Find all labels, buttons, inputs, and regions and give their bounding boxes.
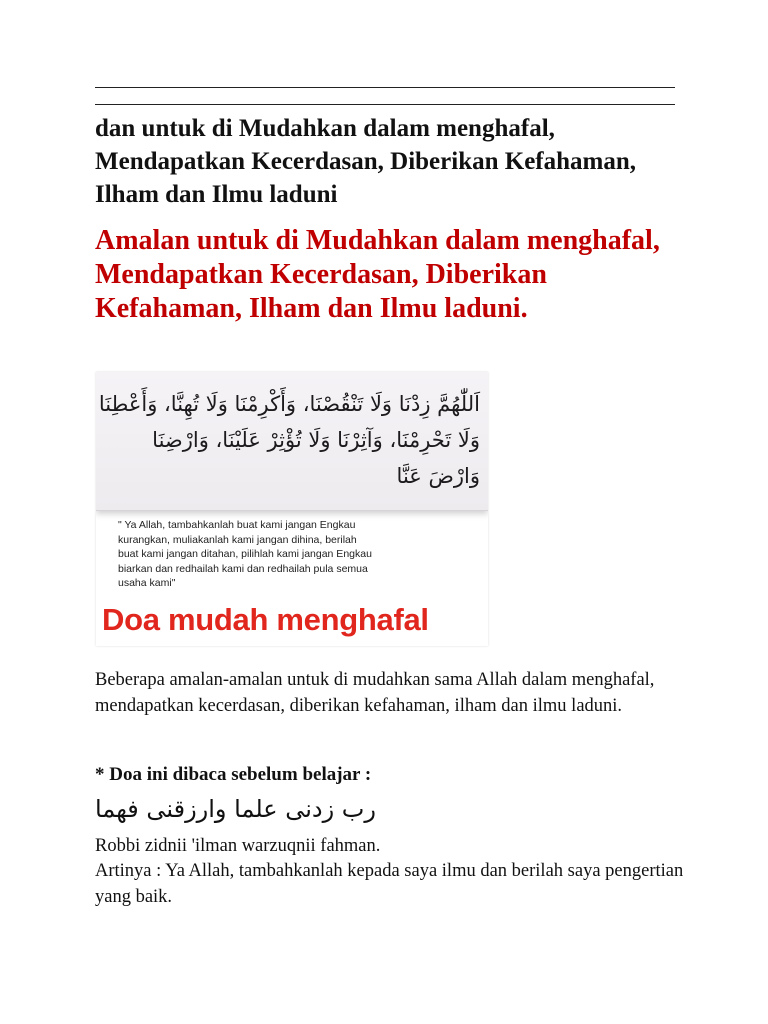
page-heading: dan untuk di Mudahkan dalam menghafal, Mendapatkan Kecerdasan, Diberikan Kefahaman, Ilham dan Ilmu laduni bbox=[95, 115, 637, 208]
prayer-meaning: Artinya : Ya Allah, tambahkanlah kepada saya ilmu dan berilah saya pengertian yang baik. bbox=[95, 861, 684, 907]
prayer-arabic-text: رب زدنى علما وارزقنى فهما bbox=[95, 795, 376, 823]
arabic-line: وَارْضَ عَنَّا bbox=[396, 464, 480, 488]
doa-translation: " Ya Allah, tambahkanlah buat kami jangan Engkau kurangkan, muliakanlah kami jangan dihina, berilah buat kami jangan ditahan, pilihlah kami jangan Engkau biarkan dan redhailah kami dan redhailah pula semua usaha kami" bbox=[118, 519, 372, 589]
doa-caption: Doa mudah menghafal bbox=[102, 602, 429, 637]
arabic-line: اَللّٰهُمَّ زِدْنَا وَلَا تَنْقُصْنَا، وَأَكْرِمْنَا وَلَا تُهِنَّا، وَأَعْطِنَا bbox=[98, 392, 480, 416]
article-title: Amalan untuk di Mudahkan dalam menghafal, Mendapatkan Kecerdasan, Diberikan Kefahaman, Ilham dan Ilmu laduni. bbox=[95, 225, 660, 324]
arabic-line: وَلَا تَحْرِمْنَا، وَآثِرْنَا وَلَا تُؤْثِرْ عَلَيْنَا، وَارْضِنَا bbox=[152, 428, 480, 452]
second-divider-line bbox=[95, 104, 675, 105]
section-subheading: * Doa ini dibaca sebelum belajar : bbox=[95, 764, 372, 785]
doa-image bbox=[96, 372, 488, 646]
intro-paragraph: Beberapa amalan-amalan untuk di mudahkan sama Allah dalam menghafal, mendapatkan kecerdasan, diberikan kefahaman, ilham dan ilmu laduni. bbox=[95, 670, 655, 716]
prayer-transliteration: Robbi zidnii 'ilman warzuqnii fahman. bbox=[95, 836, 381, 856]
top-divider-line bbox=[95, 87, 675, 88]
arabic-text-panel bbox=[96, 372, 488, 511]
